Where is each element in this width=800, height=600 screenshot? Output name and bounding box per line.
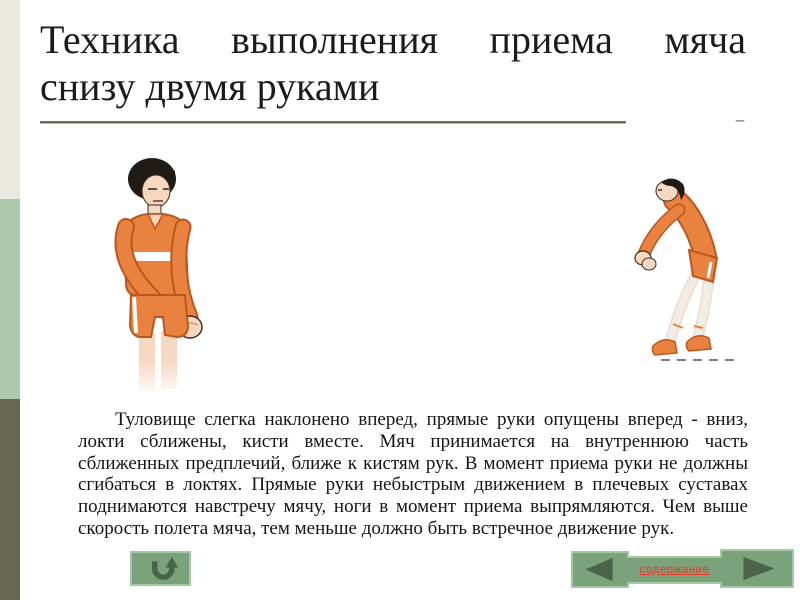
stripe-segment-olive [0,399,20,600]
contents-link[interactable] [627,556,722,584]
volleyball-player-front-icon [93,155,215,397]
body-paragraph: Туловище слегка наклонено вперед, прямые руки опущены вперед - вниз, локти сближены, кисти вместе. Мяч принимается на внутреннюю часть сближенных предплечий, ближе к кистям рук. В момент приема руки не должны сгибаться в локтях. Прямые руки небыстрым движением в плечевых суставах поднимаются навстречу мячу, ноги в момент приема выпрямляются. Чем выше скорость полета мяча, тем меньше должно быть встречное движение рук. [78,409,748,539]
page-title [40,16,746,110]
contents-link-label[interactable]: содержание [639,564,710,576]
back-button[interactable] [130,551,191,586]
dash-mark: – [735,110,745,129]
volleyball-player-side-icon [631,174,745,370]
next-slide-button[interactable] [720,549,794,588]
title-underline [40,121,626,124]
stripe-segment-green [0,199,20,399]
left-triangle-icon [575,555,625,584]
illustration-player-front [93,155,215,397]
right-triangle-icon [729,553,785,584]
illustration-player-side [631,174,745,370]
u-turn-arrow-icon [142,555,180,582]
stripe-segment-cream [0,0,20,199]
page-title-line2: снизу двумя руками [40,64,380,109]
previous-slide-button[interactable] [571,551,629,588]
page-title-line1: Техника выполнения приема мяча [40,17,746,62]
